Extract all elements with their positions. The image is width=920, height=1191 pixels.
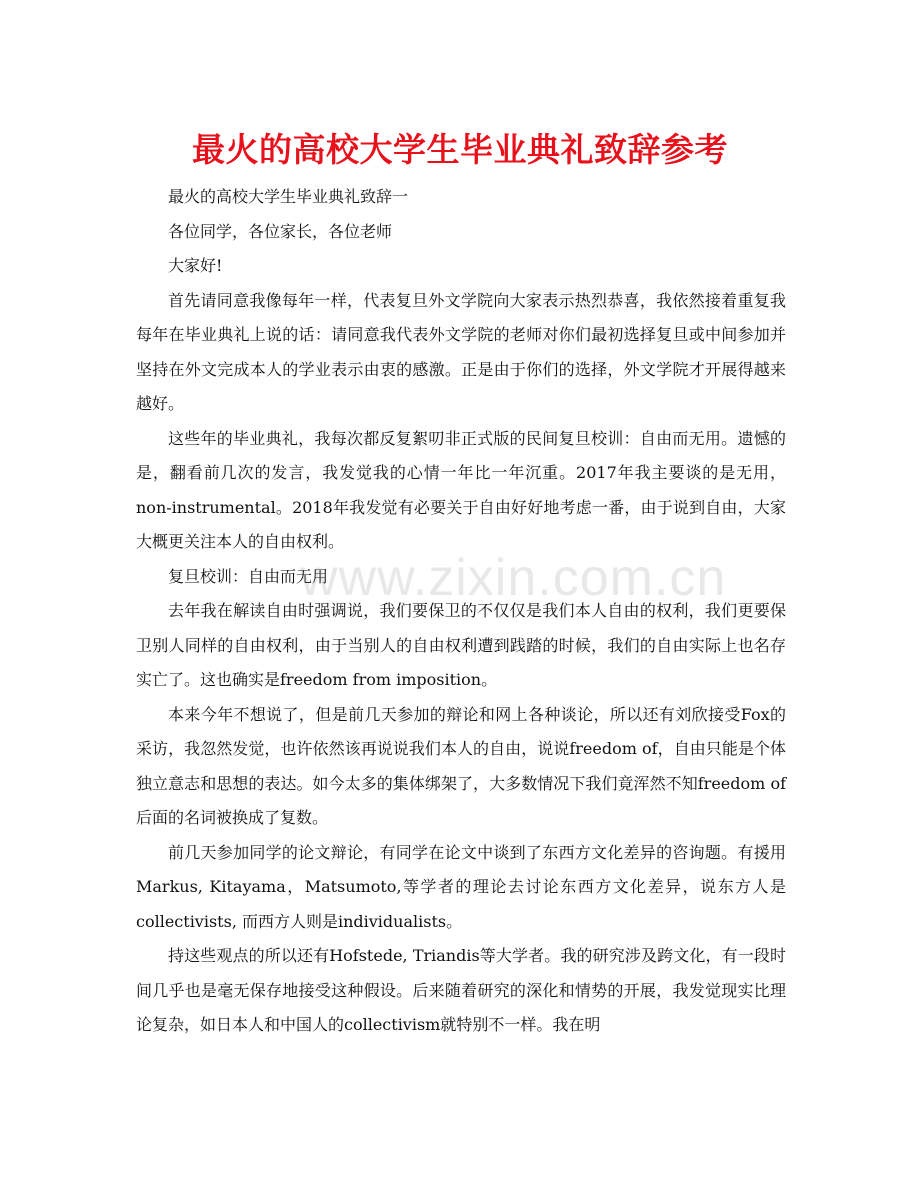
paragraph-subtitle: 最火的高校大学生毕业典礼致辞一 <box>168 187 409 206</box>
paragraph: 前几天参加同学的论文辩论，有同学在论文中谈到了东西方文化差异的咨询题。有援用Markus, Kitayama，Matsumoto,等学者的理论去讨论东西方文化差异，说东方人是collectivists, 而西方人则是individualists。 <box>136 842 786 931</box>
paragraph: 持这些观点的所以还有Hofstede, Triandis等大学者。我的研究涉及跨文化，有一段时间几乎也是毫无保存地接受这种假设。后来随着研究的深化和情势的开展，我发觉现实比理论复杂，如日本人和中国人的collectivism就特别不一样。我在明 <box>136 946 786 1034</box>
paragraph: 首先请同意我像每年一样，代表复旦外文学院向大家表示热烈恭喜，我依然接着重复我每年在毕业典礼上说的话：请同意我代表外文学院的老师对你们最初选择复旦或中间参加并坚持在外文完成本人的学业表示由衷的感激。正是由于你们的选择，外文学院才开展得越来越好。 <box>136 290 786 413</box>
document-body <box>136 180 786 1043</box>
paragraph-salutation: 各位同学，各位家长，各位老师 <box>168 221 393 241</box>
paragraph-motto: 复旦校训：自由而无用 <box>168 566 329 586</box>
paragraph-greeting: 大家好! <box>168 256 223 275</box>
document-title: 最火的高校大学生毕业典礼致辞参考 <box>192 130 728 169</box>
paragraph: 这些年的毕业典礼，我每次都反复絮叨非正式版的民间复旦校训：自由而无用。遗憾的是，翻看前几次的发言，我发觉我的心情一年比一年沉重。2017年我主要谈的是无用，non-instrumental。2018年我发觉有必要关于自由好好地考虑一番，由于说到自由，大家大概更关注本人的自由权利。 <box>136 428 786 551</box>
paragraph: 本来今年不想说了，但是前几天参加的辩论和网上各种谈论，所以还有刘欣接受Fox的采访，我忽然发觉，也许依然该再说说我们本人的自由，说说freedom of，自由只能是个体独立意志和思想的表达。如今太多的集体绑架了，大多数情况下我们竟浑然不知freedom of 后面的名词被换成了复数。 <box>136 704 786 827</box>
paragraph: 去年我在解读自由时强调说，我们要保卫的不仅仅是我们本人自由的权利，我们更要保卫别人同样的自由权利，由于当别人的自由权利遭到践踏的时候，我们的自由实际上也名存实亡了。这也确实是freedom from imposition。 <box>136 601 786 689</box>
watermark: www.zixin.com.cn <box>300 549 727 607</box>
